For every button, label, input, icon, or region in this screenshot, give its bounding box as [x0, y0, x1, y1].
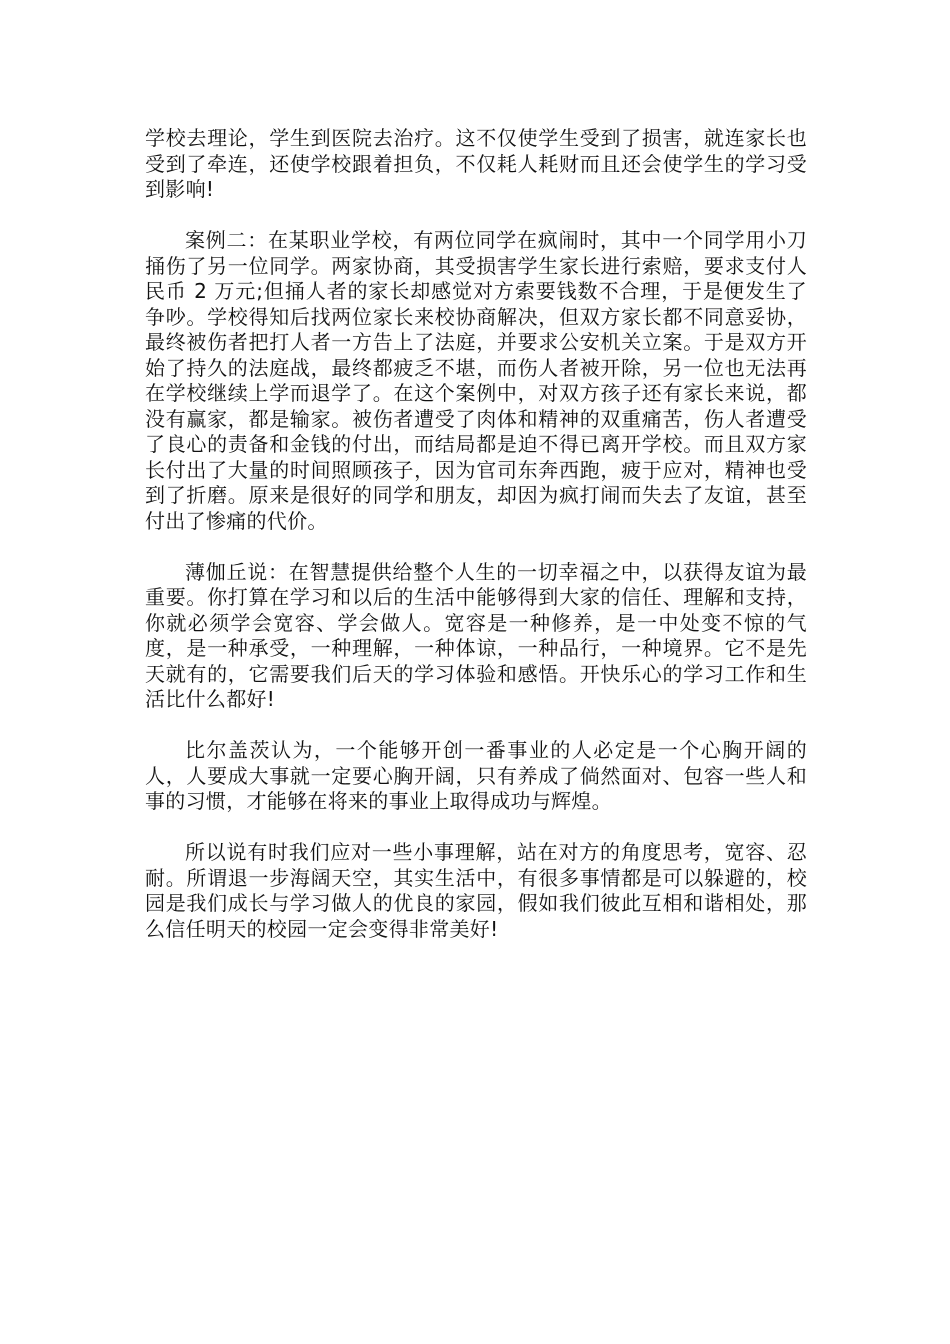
paragraph-boccaccio-quote: 薄伽丘说：在智慧提供给整个人生的一切幸福之中，以获得友谊为最重要。你打算在学习和以后的生活中能够得到大家的信任、理解和支持，你就必须学会宽容、学会做人。宽容是一种修养，是一中处变不惊的气度，是一种承受，一种理解，一种体谅，一种品行，一种境界。它不是先天就有的，它需要我们后天的学习体验和感悟。开快乐心的学习工作和生活比什么都好! — [145, 559, 807, 711]
paragraph-conclusion: 所以说有时我们应对一些小事理解，站在对方的角度思考，宽容、忍耐。所谓退一步海阔天空，其实生活中，有很多事情都是可以躲避的，校园是我们成长与学习做人的优良的家园，假如我们彼此互相和谐相处，那么信任明天的校园一定会变得非常美好! — [145, 840, 807, 941]
paragraph-continuation: 学校去理论，学生到医院去治疗。这不仅使学生受到了损害，就连家长也受到了牵连，还使学校跟着担负，不仅耗人耗财而且还会使学生的学习受到影响! — [145, 126, 807, 201]
paragraph-bill-gates: 比尔盖茨认为，一个能够开创一番事业的人必定是一个心胸开阔的人，人要成大事就一定要心胸开阔，只有养成了倘然面对、包容一些人和事的习惯，才能够在将来的事业上取得成功与辉煌。 — [145, 738, 807, 813]
document-body — [145, 126, 807, 968]
paragraph-case-two: 案例二：在某职业学校，有两位同学在疯闹时，其中一个同学用小刀捅伤了另一位同学。两家协商，其受损害学生家长进行索赔，要求支付人民币 2 万元;但捅人者的家长却感觉对方索要钱数不合理，于是便发生了争吵。学校得知后找两位家长来校协商解决，但双方家长都不同意妥协，最终被伤者把打人者一方告上了法庭，并要求公安机关立案。于是双方开始了持久的法庭战，最终都疲乏不堪，而伤人者被开除，另一位也无法再在学校继续上学而退学了。在这个案例中，对双方孩子还有家长来说，都没有赢家，都是输家。被伤者遭受了肉体和精神的双重痛苦，伤人者遭受了良心的责备和金钱的付出，而结局都是迫不得已离开学校。而且双方家长付出了大量的时间照顾孩子，因为官司东奔西跑，疲于应对，精神也受到了折磨。原来是很好的同学和朋友，却因为疯打闹而失去了友谊，甚至付出了惨痛的代价。 — [145, 228, 807, 533]
